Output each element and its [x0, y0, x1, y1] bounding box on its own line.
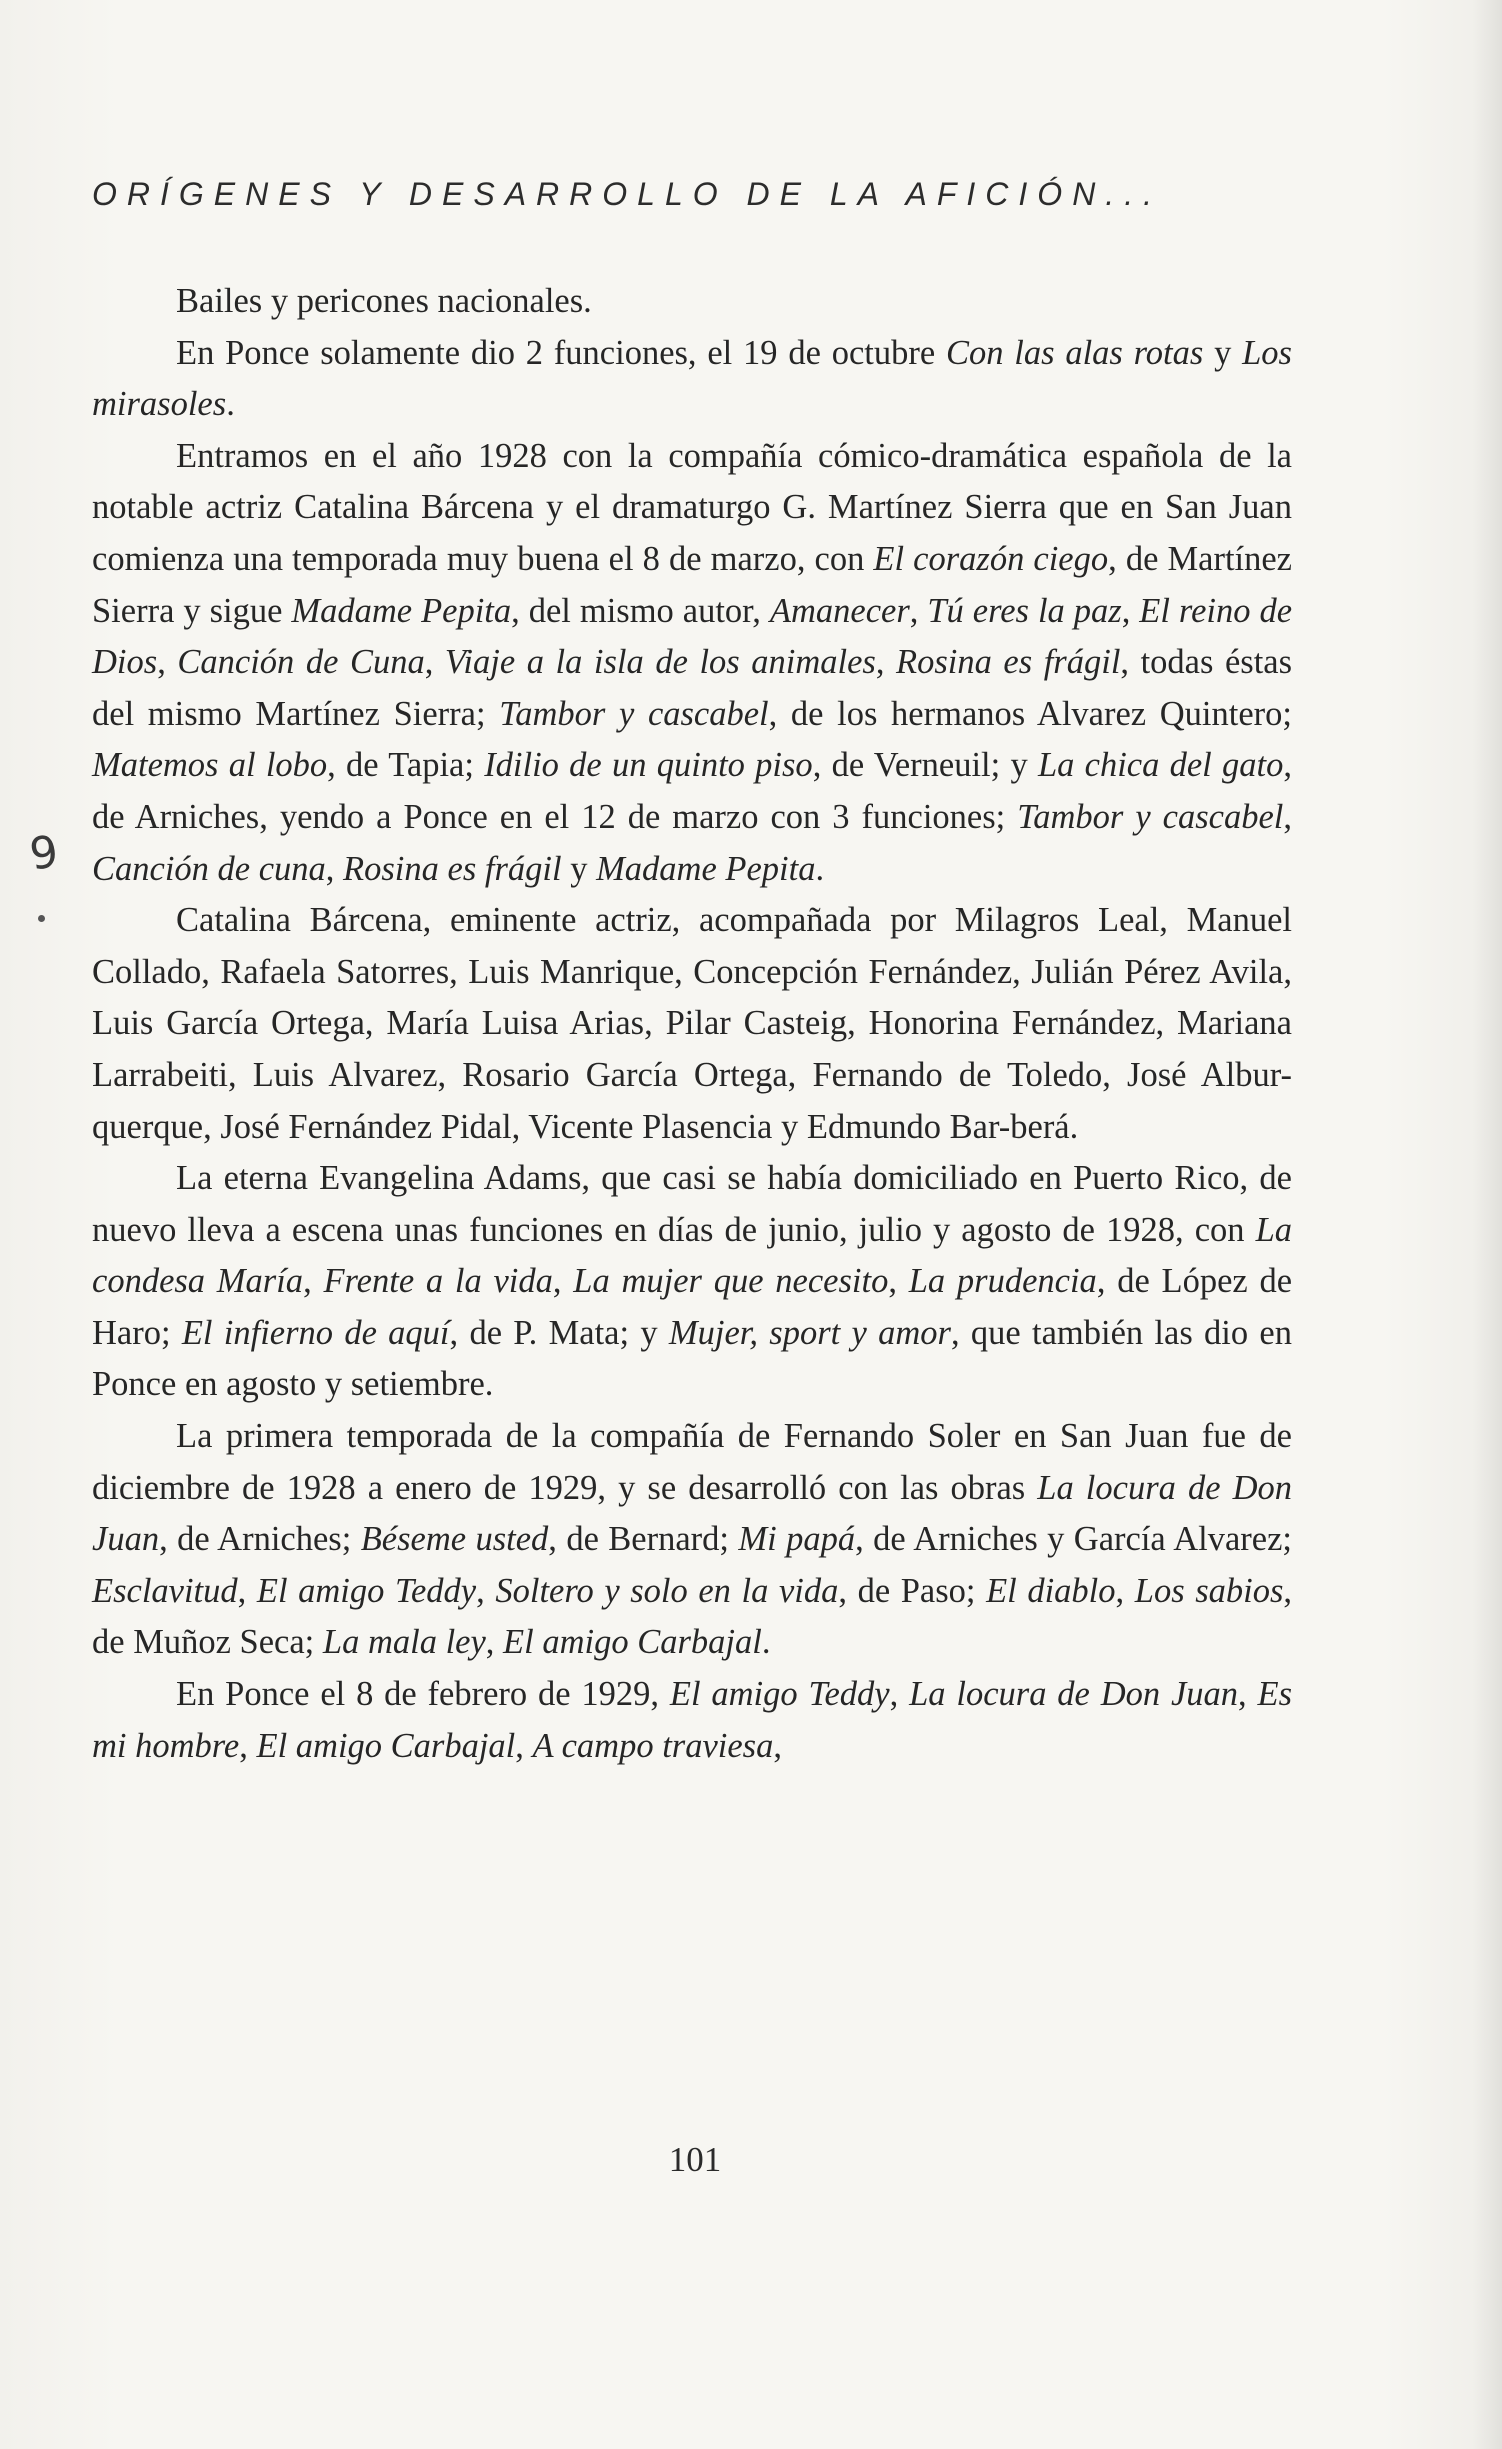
italic-title: La locura de Don Juan	[909, 1675, 1239, 1714]
italic-title: El amigo Teddy	[669, 1675, 890, 1714]
italic-title: Tambor y cascabel	[499, 694, 769, 733]
italic-title: La condesa María	[92, 1210, 1292, 1301]
italic-title: Madame Pepita	[596, 849, 816, 888]
italic-title: La chica del gato	[1037, 746, 1284, 785]
italic-title: La mujer que necesito	[573, 1262, 889, 1301]
italic-title: La mala ley	[322, 1623, 486, 1662]
italic-title: Tú eres la paz	[927, 591, 1122, 630]
italic-title: El amigo Carbajal	[256, 1726, 516, 1765]
paragraph-1: Bailes y pericones nacionales.	[176, 282, 592, 320]
body-text	[92, 276, 1292, 1772]
italic-title: Mi papá	[738, 1520, 856, 1559]
paragraph-5: La eterna Evangelina Adams, que casi se había domiciliado en Puerto Rico, de nuevo lleva a escena unas funciones en días de junio, julio y agosto de 1928, con La condesa María, Frente a la vida, La mujer que necesito, La prudencia, de López de Haro; El infierno de aquí, de P. Mata; y Mujer, sport y amor, que también las dio en Ponce en agosto y setiembre.	[92, 1159, 1293, 1404]
italic-title: El corazón ciego	[873, 539, 1109, 578]
italic-title: Idilio de un quinto piso	[484, 746, 813, 785]
paragraph-4: Catalina Bárcena, eminente actriz, acompañada por Milagros Leal, Manuel Collado, Rafaela Satorres, Luis Manrique, Concepción Fernández, Julián Pérez Avila, Luis García Ortega, María Luisa Arias, Pilar Casteig, Honorina Fernández, Mariana Larrabeiti, Luis Alvarez, Rosario García Ortega, Fernando de Toledo, José Albur-querque, José Fernández Pidal, Vicente Plasencia y Edmundo Bar-berá.	[92, 901, 1292, 1146]
paragraph-3: Entramos en el año 1928 con la compañía cómico-dramática española de la notable actriz Catalina Bárcena y el dramaturgo G. Martínez Sierra que en San Juan comienza una temporada muy buena el 8 de marzo, con El corazón ciego, de Martínez Sierra y sigue Madame Pepita, del mismo autor, Amanecer, Tú eres la paz, El reino de Dios, Canción de Cuna, Viaje a la isla de los animales, Rosina es frágil, todas éstas del mismo Martínez Sierra; Tambor y cascabel, de los hermanos Alvarez Quintero; Matemos al lobo, de Tapia; Idilio de un quinto piso, de Verneuil; y La chica del gato, de Arniches, yendo a Ponce en el 12 de marzo con 3 funciones; Tambor y cascabel, Canción de cuna, Rosina es frágil y Madame Pepita.	[92, 436, 1293, 888]
italic-title: La prudencia	[908, 1262, 1097, 1301]
page-number: 101	[668, 2140, 722, 2179]
italic-title: Madame Pepita	[291, 591, 512, 630]
italic-title: El infierno de aquí	[181, 1313, 450, 1352]
italic-title: Viaje a la isla de los animales	[444, 643, 876, 682]
italic-title: Tambor y cascabel	[1017, 797, 1284, 836]
italic-title: Matemos al lobo	[92, 746, 328, 785]
paragraph-6: La primera temporada de la compañía de Fernando Soler en San Juan fue de diciembre de 1928 a enero de 1929, y se desarrolló con las obras La locura de Don Juan, de Arniches; Béseme usted, de Bernard; Mi papá, de Arniches y García Alvarez; Esclavitud, El amigo Teddy, Soltero y solo en la vida, de Paso; El diablo, Los sabios, de Muñoz Seca; La mala ley, El amigo Carbajal.	[92, 1417, 1293, 1662]
italic-title: Canción de cuna	[92, 849, 326, 888]
italic-title: Canción de Cuna	[177, 643, 425, 682]
paragraph-7: En Ponce el 8 de febrero de 1929, El amigo Teddy, La locura de Don Juan, Es mi hombre, El amigo Carbajal, A campo traviesa,	[92, 1675, 1292, 1765]
italic-title: Soltero y solo en la vida	[495, 1571, 839, 1610]
italic-title: Los mirasoles	[92, 333, 1292, 424]
italic-title: Rosina es frágil	[896, 643, 1121, 682]
italic-title: El amigo Teddy	[256, 1571, 477, 1610]
italic-title: Amanecer	[769, 591, 910, 630]
italic-title: Los sabios	[1134, 1571, 1284, 1610]
paragraph-2: En Ponce solamente dio 2 funciones, el 19 de octubre Con las alas rotas y Los mirasoles.	[92, 333, 1292, 424]
italic-title: Rosina es frágil	[343, 849, 562, 888]
margin-dot	[38, 915, 45, 922]
italic-title: Con las alas rotas	[945, 333, 1204, 372]
italic-title: El diablo	[986, 1571, 1116, 1610]
italic-title: El amigo Carbajal	[503, 1623, 762, 1662]
handwritten-margin-mark: 9	[26, 826, 62, 881]
italic-title: Es mi hombre	[92, 1675, 1292, 1765]
italic-title: Mujer, sport y amor	[668, 1313, 951, 1352]
italic-title: Béseme usted	[360, 1520, 549, 1559]
italic-title: Frente a la vida	[323, 1262, 553, 1301]
italic-title: El reino de Dios	[92, 591, 1293, 682]
italic-title: Esclavitud	[92, 1571, 238, 1610]
page-edge-shadow	[1472, 0, 1502, 2449]
running-head: ORÍGENES Y DESARROLLO DE LA AFICIÓN...	[92, 176, 1162, 212]
italic-title: La locura de Don Juan	[92, 1468, 1292, 1559]
italic-title: A campo traviesa	[532, 1726, 774, 1765]
